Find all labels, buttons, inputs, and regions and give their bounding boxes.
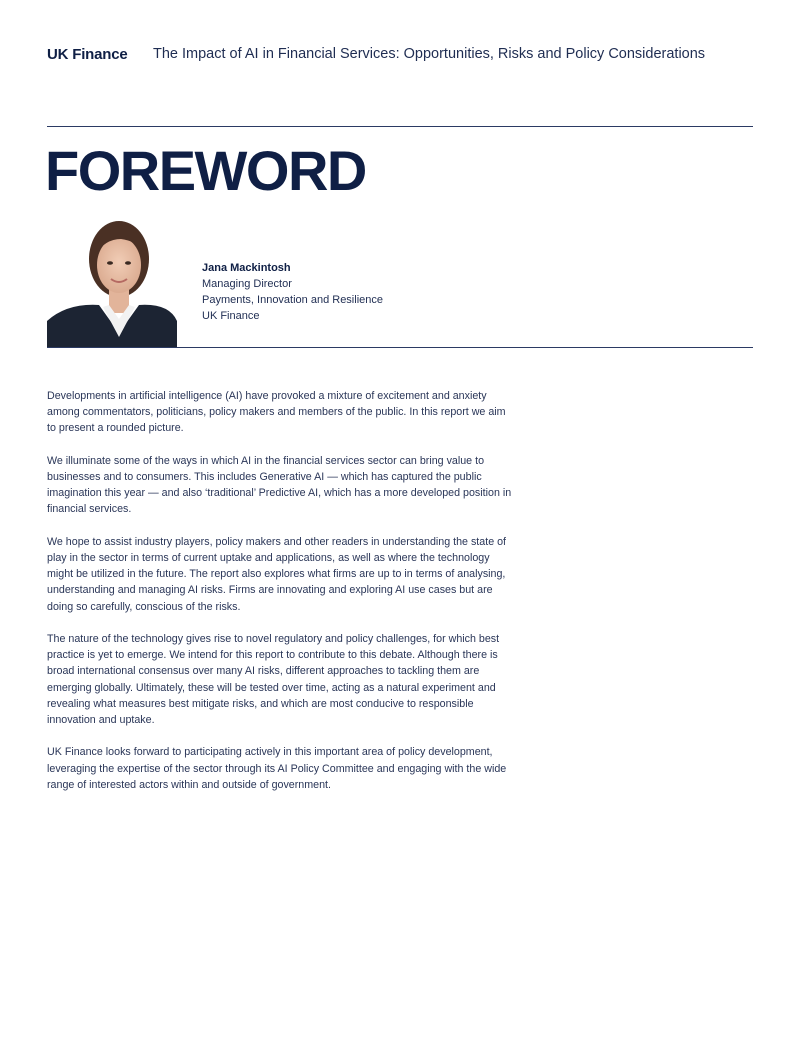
page-header <box>47 43 753 65</box>
top-divider <box>47 126 753 127</box>
author-organisation: UK Finance <box>202 310 260 322</box>
paragraph: The nature of the technology gives rise to novel regulatory and policy challenges, for which best practice is yet to emerge. We intend for this report to contribute to this debate. Although there is broad international consensus over many AI risks, different approaches to tackling them are emerging globally. Ultimately, these will be tested over time, acting as a natural experiment and revealing what measures best mitigate risks, and which are most conducive to responsible innovation and uptake. <box>47 633 500 727</box>
paragraph: UK Finance looks forward to participating actively in this important area of policy development, leveraging the expertise of the sector through its AI Policy Committee and engaging with the wide range of interested actors within and outside of government. <box>47 746 507 791</box>
paragraph: We illuminate some of the ways in which AI in the financial services sector can bring value to businesses and to consumers. This includes Generative AI — which has captured the public imagination this year — and also ‘traditional’ Predictive AI, which has a more developed position in financial services. <box>47 454 512 516</box>
author-role: Managing Director <box>202 278 292 290</box>
brand-logo: UK Finance <box>47 45 128 63</box>
portrait-image <box>47 209 177 347</box>
paragraph: Developments in artificial intelligence (AI) have provoked a mixture of excitement and anxiety among commentators, politicians, policy makers and members of the public. In this report we aim to present a rounded picture. <box>47 390 506 435</box>
author-portrait <box>47 209 177 347</box>
author-block <box>202 260 383 324</box>
bottom-divider <box>47 347 753 348</box>
paragraph: We hope to assist industry players, policy makers and other readers in understanding the state of play in the sector in terms of current uptake and applications, as well as where the technology might be utilized in the future. The report also explores what firms are up to in terms of analysing, understanding and managing AI risks. Firms are innovating and exploring AI use cases but are doing so carefully, conscious of the risks. <box>47 535 507 613</box>
author-name: Jana Mackintosh <box>202 262 291 274</box>
section-title: FOREWORD <box>45 139 366 202</box>
foreword-body <box>47 388 517 809</box>
author-department: Payments, Innovation and Resilience <box>202 294 383 306</box>
document-title: The Impact of AI in Financial Services: Opportunities, Risks and Policy Considerations <box>153 46 706 62</box>
